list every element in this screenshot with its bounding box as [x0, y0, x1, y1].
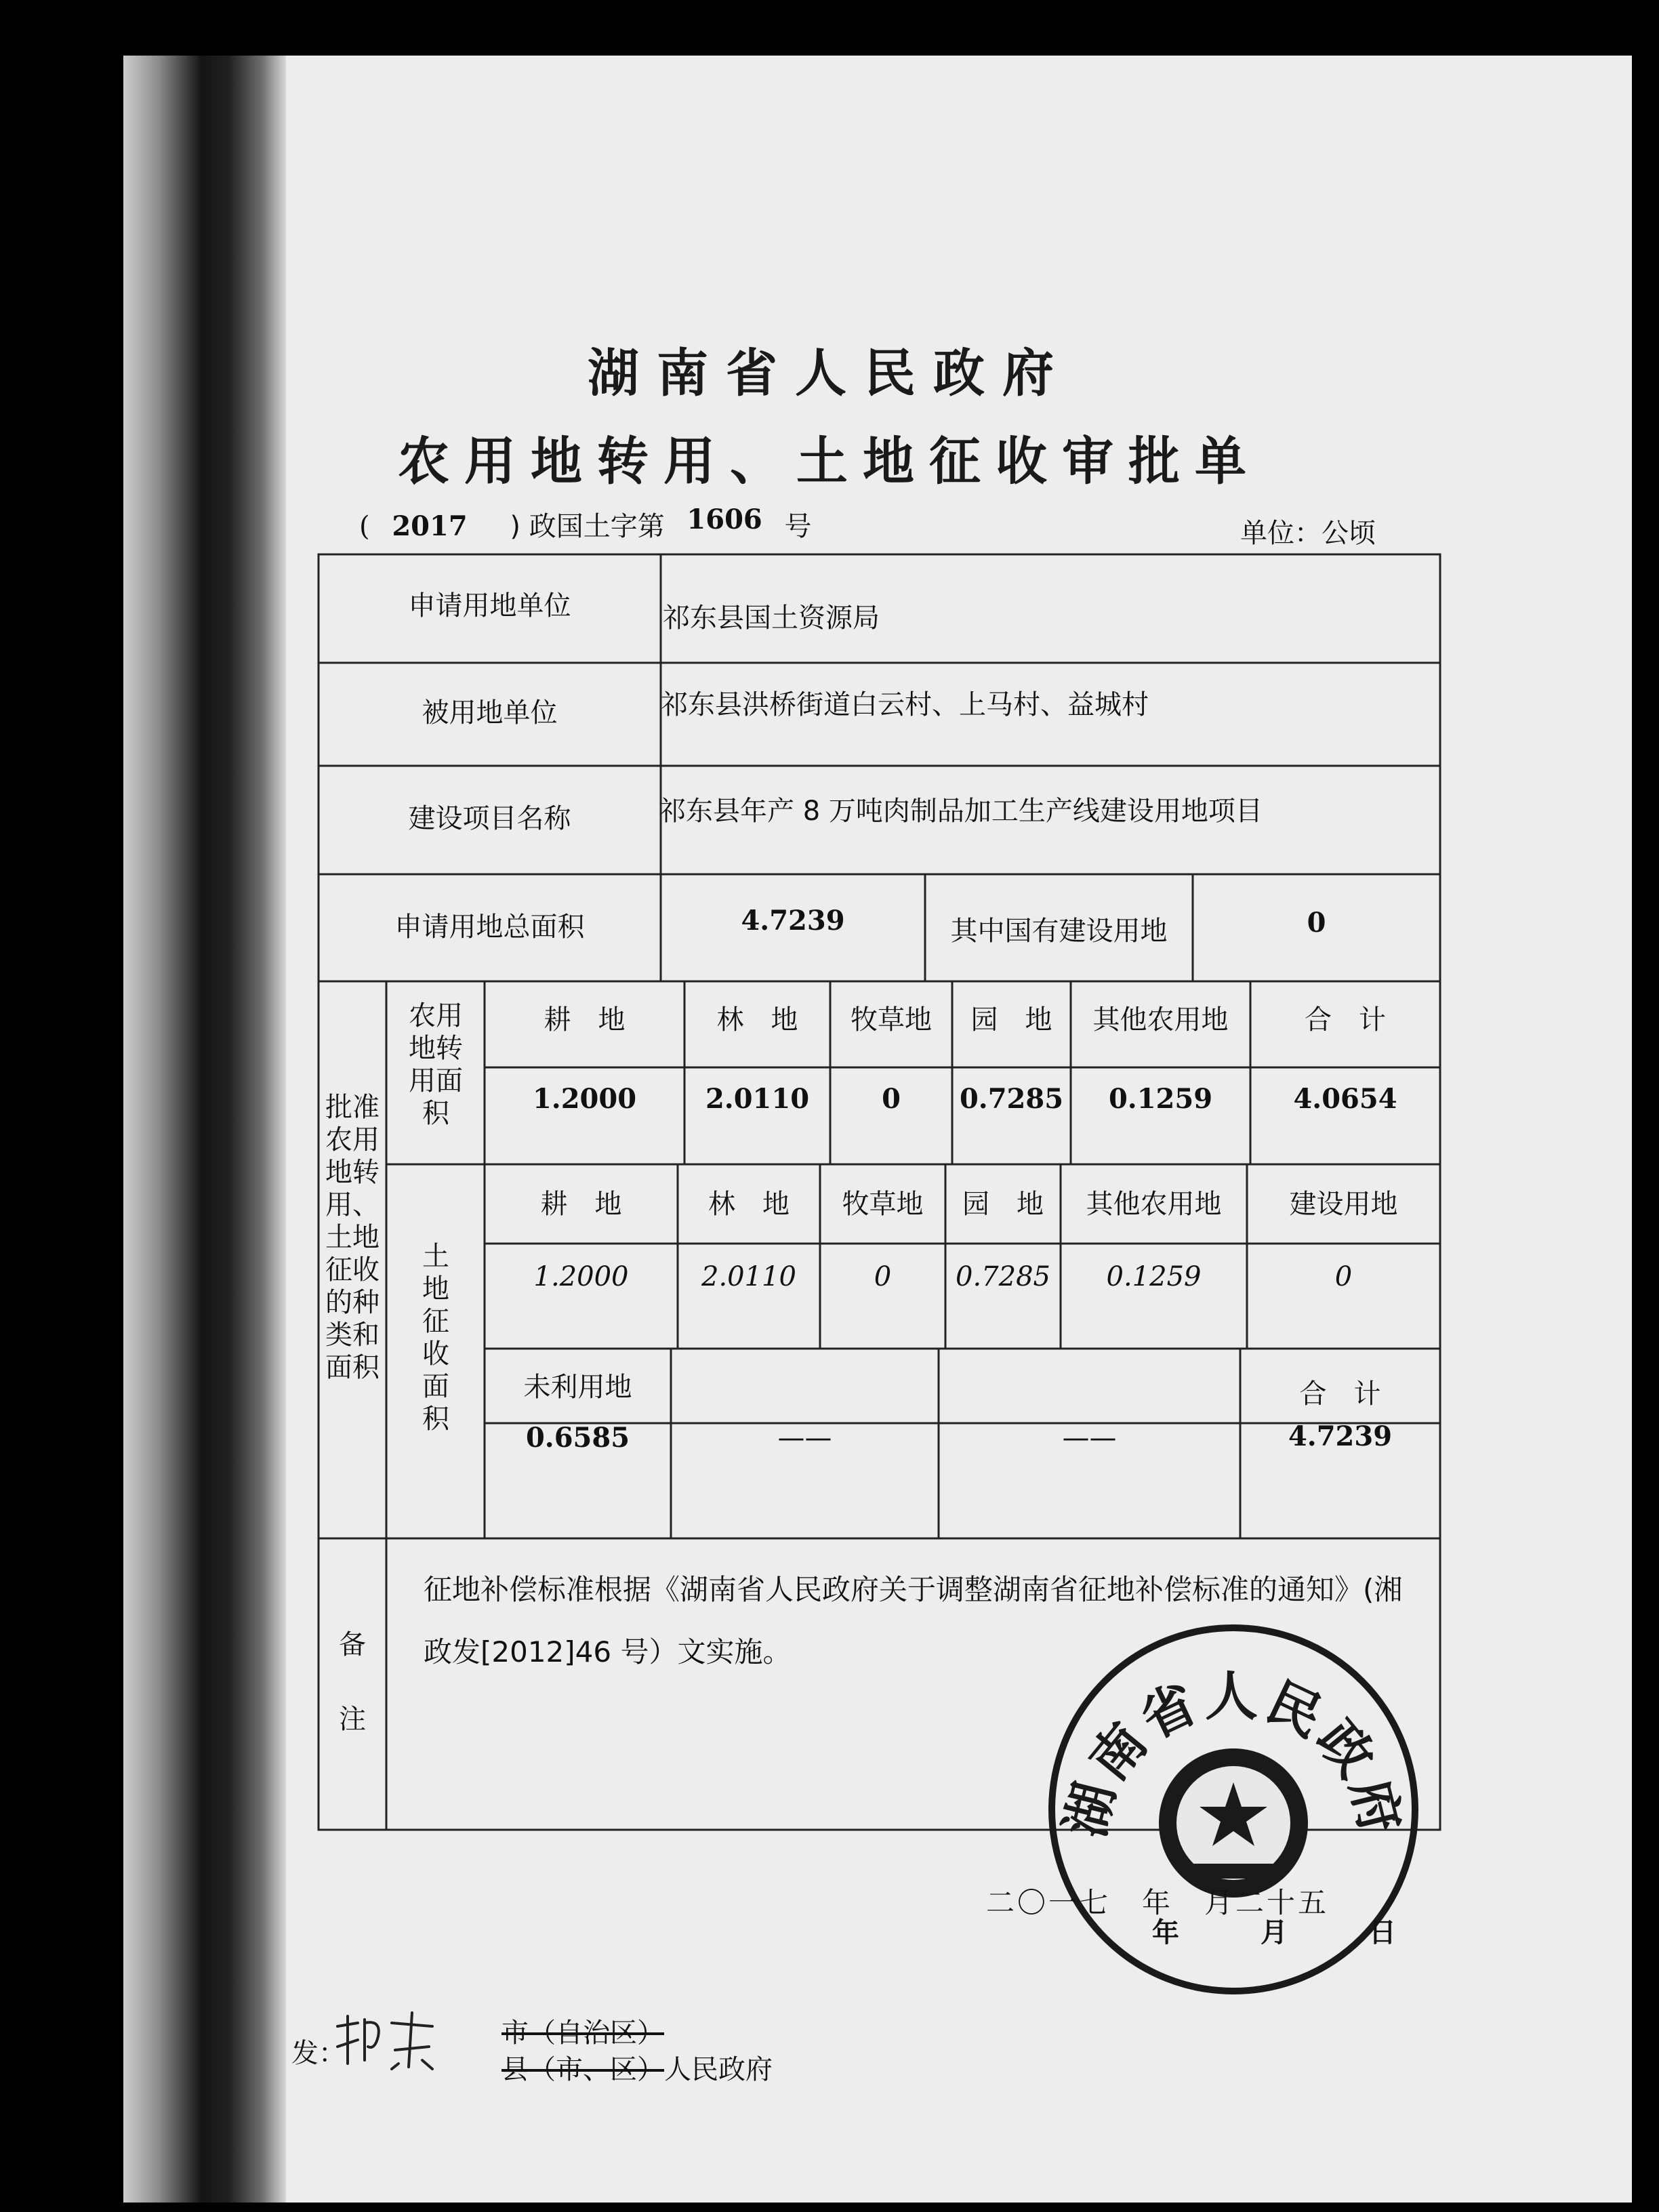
expropriation-header-0: 耕 地 [540, 1189, 622, 1220]
conversion-value-3: 0.7285 [959, 1083, 1064, 1115]
conversion-header-4: 其他农用地 [1092, 1004, 1229, 1036]
expropriation-value-2: 0 [874, 1261, 892, 1292]
docno-number: 1606 [687, 504, 762, 535]
county-line [501, 2048, 773, 2087]
remarks-label-line2: 注 [339, 1704, 366, 1735]
conversion-header-1: 林 地 [716, 1004, 798, 1036]
total-area-label: 申请用地总面积 [394, 912, 585, 943]
city-line [501, 2011, 664, 2050]
applicant-label: 申请用地单位 [408, 590, 571, 621]
conversion-header-5: 合 计 [1305, 1004, 1386, 1036]
state-land-value: 0 [1307, 907, 1326, 939]
seal-text: 湖南省人民政府 [1054, 1666, 1412, 1843]
expropriation-value-5: 0 [1334, 1261, 1353, 1292]
gov-suffix: 人民政府 [664, 2054, 773, 2085]
expropriation-header-1: 林 地 [708, 1189, 790, 1220]
unit-label: 单位：公顷 [1240, 518, 1376, 549]
grand-total-label: 合 计 [1299, 1378, 1381, 1410]
city-line-text: 市（自治区） [501, 2018, 664, 2049]
state-land-label: 其中国有建设用地 [950, 916, 1168, 947]
expropriation-value-1: 2.0110 [701, 1261, 796, 1292]
expropriation-value-3: 0.7285 [956, 1261, 1050, 1292]
applicant-value: 祁东县国土资源局 [663, 602, 880, 634]
conversion-value-0: 1.2000 [532, 1083, 637, 1115]
conversion-value-4: 0.1259 [1108, 1083, 1213, 1115]
conversion-header-0: 耕 地 [544, 1004, 626, 1036]
handwritten-signature [331, 2009, 439, 2070]
document-title-line2: 农用地转用、土地征收审批单 [398, 431, 1261, 491]
expropriation-header-2: 牧草地 [842, 1189, 924, 1220]
document-number [359, 505, 811, 544]
landowner-label: 被用地单位 [422, 697, 558, 729]
expropriation-value-0: 1.2000 [533, 1261, 629, 1292]
project-label: 建设项目名称 [408, 803, 571, 834]
expropriation-header-3: 园 地 [962, 1189, 1044, 1220]
docno-year: 2017 [392, 510, 468, 542]
unused-dash-1: —— [777, 1422, 832, 1454]
project-value: 祁东县年产 8 万吨肉制品加工生产线建设用地项目 [659, 796, 1263, 827]
expropriation-value-4: 0.1259 [1106, 1261, 1202, 1292]
unused-land-value: 0.6585 [525, 1422, 630, 1454]
conversion-header-3: 园 地 [970, 1004, 1052, 1036]
issuer-prefix: 发： [291, 2038, 346, 2069]
grand-total-value: 4.7239 [1288, 1420, 1393, 1452]
unused-land-label: 未利用地 [523, 1372, 632, 1403]
approval-side-label: 批准农用地转用、土地征收的种类和面积 [325, 1092, 380, 1383]
county-line-text: 县（市、区） [501, 2054, 664, 2085]
docno-open: ( [359, 511, 370, 542]
document-title-line1: 湖南省人民政府 [588, 343, 1071, 403]
conversion-value-5: 4.0654 [1293, 1083, 1397, 1115]
remarks-text: 征地补偿标准根据《湖南省人民政府关于调整湖南省征地补偿标准的通知》(湘政发[2012]46 号）文实施。 [424, 1573, 1403, 1668]
expropriation-header-5: 建设用地 [1289, 1189, 1398, 1220]
conversion-header-2: 牧草地 [851, 1004, 932, 1036]
conversion-value-1: 2.0110 [705, 1083, 810, 1115]
expropriation-header-4: 其他农用地 [1086, 1189, 1222, 1220]
docno-mid: ) 政国土字第 [510, 511, 665, 542]
total-area-value: 4.7239 [741, 905, 845, 937]
conversion-value-2: 0 [882, 1083, 901, 1115]
conversion-label: 农用地转用面积 [409, 1000, 463, 1129]
docno-end: 号 [784, 511, 812, 542]
unused-dash-2: —— [1062, 1422, 1117, 1454]
issue-date: 二〇一七 年 月二十五 [986, 1886, 1330, 1919]
landowner-value: 祁东县洪桥街道白云村、上马村、益城村 [661, 689, 1149, 720]
date-labels: 年 月 日 [1152, 1917, 1423, 1948]
remarks-label-line1: 备 [339, 1629, 366, 1660]
expropriation-label: 土地征收面积 [422, 1241, 449, 1435]
